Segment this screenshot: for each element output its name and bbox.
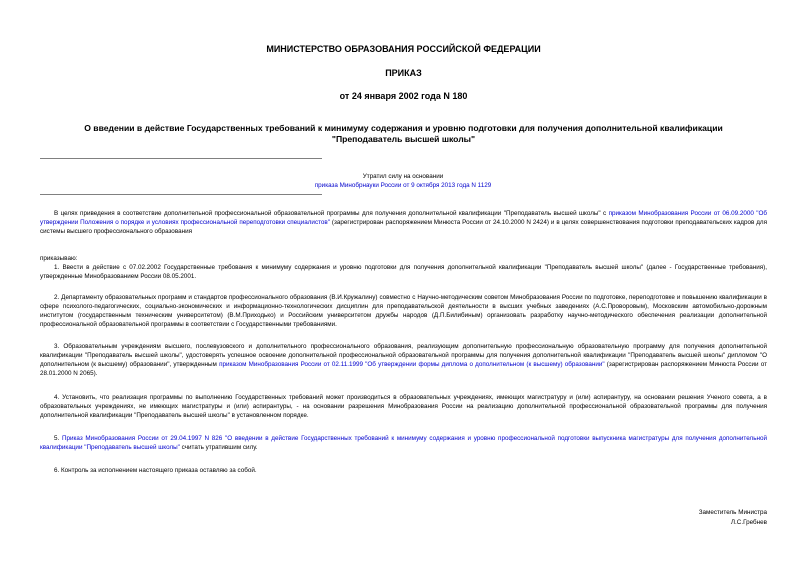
document-title [40, 123, 767, 145]
item-3 [40, 342, 767, 378]
item-1: 1. Ввести в действие с 07.02.2002 Государственные требования к минимуму содержания и уровню подготовки для получения дополнительной квалификации "Преподаватель высшей школы" (далее - Государственные требования), утвержденные Минобразованием России 08.05.2001. [40, 264, 767, 281]
divider-top [40, 158, 322, 159]
preamble-text-1: В целях приведения в соответствие дополнительной профессиональной образовательной программы для получения дополнительной квалификации "Преподаватель высшей школы" с [54, 210, 609, 217]
item-2: 2. Департаменту образовательных программ и стандартов профессионального образования (В.И.Кружалину) совместно с Научно-методическим советом Минобразования России по подготовке, переподготовке и повышению квалификации в сфере психолого-педагогических, социально-экономических и информационно-технологических дисциплин для преподавательской деятельности в высших учебных заведениях (А.С.Проворовым), Московским автомобильно-дорожным институтом (государственным техническим университетом) (В.М.Приходько) и Российским университетом дружбы народов (Д.П.Билибиным) организовать разработку научно-методического обеспечения реализации дополнительной профессиональной образовательной программы в соответствии с Государственными требованиями. [40, 294, 767, 329]
status-note-link[interactable]: приказа Минобрнауки России от 9 октября 2013 года N 1129 [314, 182, 492, 189]
signature-name: Л.С.Гребнев [730, 519, 767, 526]
orders-label: приказываю: [40, 255, 78, 262]
preamble-paragraph [40, 209, 767, 236]
signature-position: Заместитель Министра [698, 509, 767, 516]
item-4: 4. Установить, что реализация программы по выполнению Государственных требований может производиться в образовательных учреждениях, имеющих магистратуру и (или) аспирантуру, на основании решения Ученого совета, а в образовательных учреждениях, не имеющих магистратуры и (или) аспирантуры, - на основании разрешения Минобразования России на реализацию дополнительной профессиональной образовательной программы для получения дополнительной квалификации "Преподаватель высшей школы" в установленном порядке. [40, 394, 767, 420]
item-3-text-1: 3. Образовательным учреждениям высшего, послевузовского и дополнительного профессионального образования, реализующим дополнительную профессиональную образовательную программу для получения дополнительной квалификации "Преподаватель высшей школы", удостоверять успешное освоение дополнительной профессиональной образовательной программы для получения дополнительной квалификации "Преподаватель высшей школы" дипломом "О дополнительном (к высшему) образовании", утвержденным [40, 343, 767, 369]
item-3-text-2: (зарегистрирован распоряжением Минюста России от 28.01.2000 N 2065). [40, 361, 767, 378]
ministry-heading: МИНИСТЕРСТВО ОБРАЗОВАНИЯ РОССИЙСКОЙ ФЕДЕРАЦИИ [266, 44, 541, 54]
signature-block [699, 508, 767, 528]
preamble-text-2: (зарегистрирован распоряжением Минюста России от 24.10.2000 N 2424) и в целях совершенствования подготовки преподавательских кадров для системы высшего профессионального образования [40, 219, 767, 236]
preamble-link[interactable]: приказом Минобразования России от 06.09.2000 "Об утверждении Положения о порядке и условиях профессиональной переподготовки специалистов" [40, 210, 767, 227]
item-6: 6. Контроль за исполнением настоящего приказа оставляю за собой. [54, 467, 257, 474]
status-note-text: Утратил силу на основании [362, 173, 444, 180]
item-5 [40, 434, 767, 452]
item-5-link[interactable]: Приказ Минобразования России от 29.04.1997 N 826 "О введении в действие Государственных требований к минимуму содержания и уровню профессиональной подготовки выпускника магистратуры для получения дополнительной квалификации "Преподаватель высшей школы" [40, 435, 767, 452]
item-3-link[interactable]: приказом Минобразования России от 02.11.1999 "Об утверждении формы диплома о дополнительном (к высшему) образовании" [219, 361, 605, 369]
divider-bottom [40, 194, 322, 195]
item-5-text-1: 5. [54, 435, 62, 442]
item-5-text-2: считать утратившим силу. [179, 444, 258, 452]
status-note [241, 172, 565, 190]
title-line-1: О введении в действие Государственных требований к минимуму содержания и уровню подготовки для получения дополнительной квалификации [84, 123, 723, 133]
date-number-heading: от 24 января 2002 года N 180 [339, 91, 468, 101]
title-line-2: "Преподаватель высшей школы" [331, 134, 476, 144]
doc-type-heading: ПРИКАЗ [385, 68, 422, 78]
